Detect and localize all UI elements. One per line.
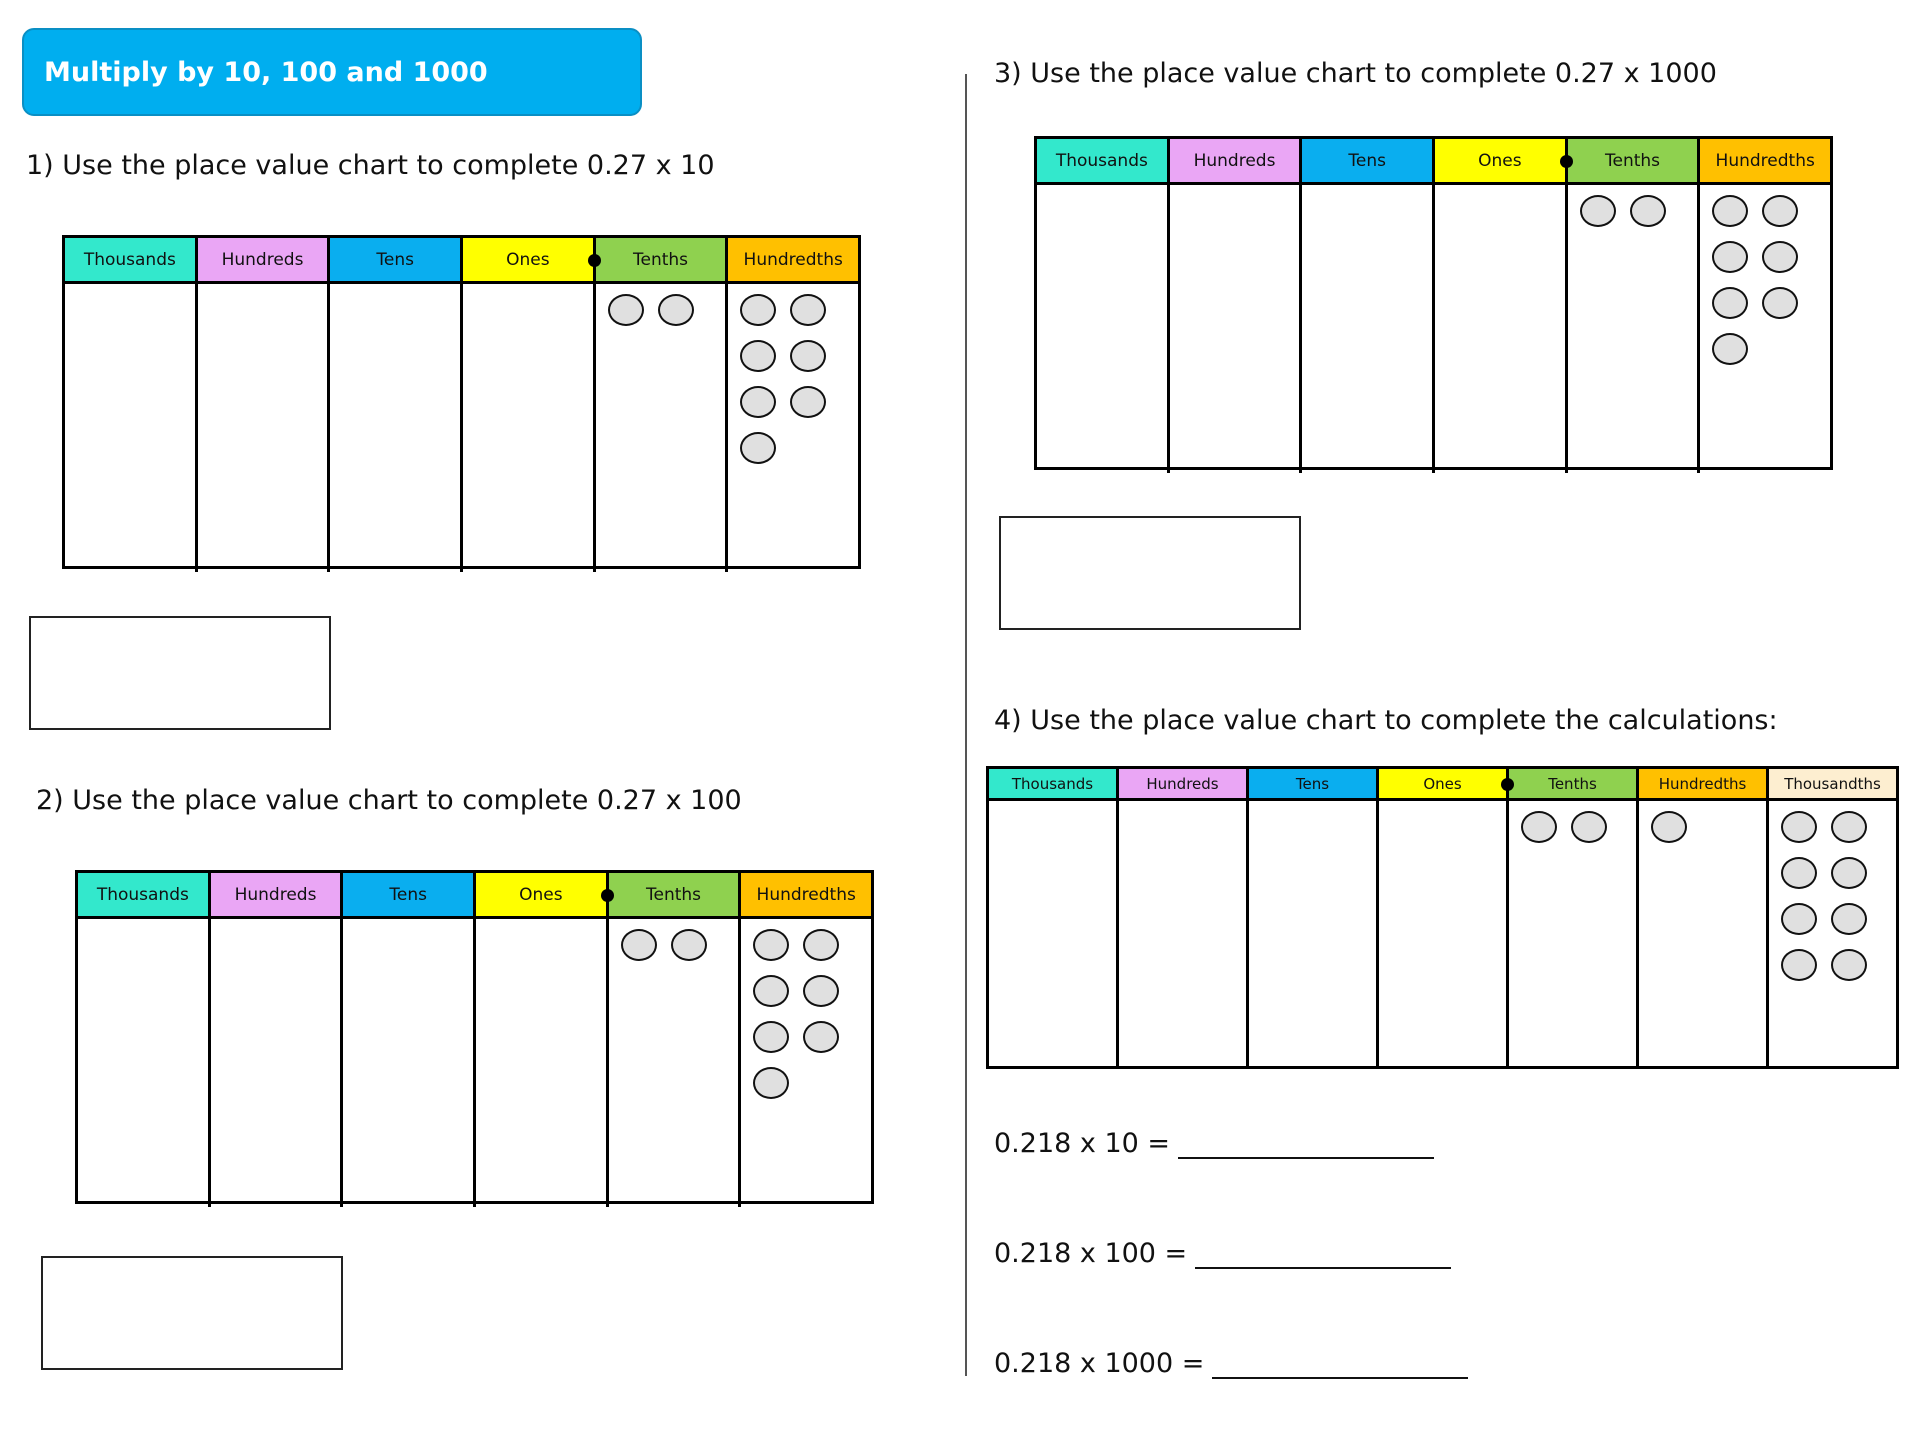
column-thousands	[1037, 185, 1167, 473]
calculation-row	[994, 1128, 1434, 1159]
header-tenths: Tenths	[1565, 139, 1698, 182]
question-4-prompt: 4) Use the place value chart to complete the calculations:	[994, 705, 1778, 736]
column-ones	[1432, 185, 1565, 473]
chart-header-row	[1037, 139, 1830, 185]
place-value-counter	[803, 929, 839, 961]
place-value-counter	[1712, 195, 1748, 227]
place-value-counter	[1630, 195, 1666, 227]
chart-header-row	[65, 238, 858, 284]
place-value-counter	[753, 929, 789, 961]
place-value-counter	[1651, 811, 1687, 843]
header-tens: Tens	[327, 238, 460, 281]
header-hundredths: Hundredths	[1697, 139, 1830, 182]
chart-body	[65, 284, 858, 572]
header-tenths: Tenths	[606, 873, 739, 916]
place-value-counter	[1571, 811, 1607, 843]
column-thousands	[989, 801, 1116, 1069]
header-ones: Ones	[460, 238, 593, 281]
place-value-counter	[1712, 333, 1748, 365]
place-value-chart-3	[1034, 136, 1833, 470]
header-tens: Tens	[1246, 769, 1376, 798]
worksheet-title: Multiply by 10, 100 and 1000	[44, 56, 488, 88]
place-value-counter	[790, 386, 826, 418]
chart-body	[78, 919, 871, 1207]
column-tenths	[593, 284, 726, 572]
place-value-counter	[658, 294, 694, 326]
calculation-3-answer-line[interactable]	[1212, 1355, 1468, 1379]
place-value-counter	[740, 340, 776, 372]
place-value-counter	[1831, 949, 1867, 981]
answer-box-2[interactable]	[41, 1256, 343, 1370]
column-hundreds	[195, 284, 328, 572]
header-ones: Ones	[1432, 139, 1565, 182]
header-hundreds: Hundreds	[195, 238, 328, 281]
place-value-counter	[803, 1021, 839, 1053]
place-value-counter	[1712, 287, 1748, 319]
header-tenths: Tenths	[593, 238, 726, 281]
column-tenths	[606, 919, 739, 1207]
calculation-1-label: 0.218 x 10 =	[994, 1128, 1171, 1159]
place-value-counter	[790, 340, 826, 372]
column-hundreds	[1116, 801, 1246, 1069]
place-value-counter	[1831, 811, 1867, 843]
decimal-point	[588, 254, 601, 267]
place-value-counter	[608, 294, 644, 326]
chart-header-row	[989, 769, 1896, 801]
column-ones	[1376, 801, 1506, 1069]
place-value-counter	[1762, 241, 1798, 273]
place-value-counter	[1831, 857, 1867, 889]
header-hundreds: Hundreds	[208, 873, 341, 916]
place-value-counter	[1781, 811, 1817, 843]
header-thousands: Thousands	[78, 873, 208, 916]
chart-body	[989, 801, 1896, 1069]
place-value-counter	[1521, 811, 1557, 843]
header-thousands: Thousands	[989, 769, 1116, 798]
column-hundredths	[1636, 801, 1766, 1069]
answer-box-3[interactable]	[999, 516, 1301, 630]
column-hundredths	[1697, 185, 1830, 473]
header-thousands: Thousands	[65, 238, 195, 281]
column-divider	[965, 74, 967, 1376]
header-tenths: Tenths	[1506, 769, 1636, 798]
place-value-counter	[1712, 241, 1748, 273]
header-hundreds: Hundreds	[1167, 139, 1300, 182]
chart-body	[1037, 185, 1830, 473]
place-value-counter	[753, 975, 789, 1007]
place-value-counter	[1781, 949, 1817, 981]
column-thousands	[65, 284, 195, 572]
place-value-counter	[1781, 903, 1817, 935]
title-banner	[22, 28, 642, 116]
column-tenths	[1565, 185, 1698, 473]
place-value-counter	[803, 975, 839, 1007]
column-thousands	[78, 919, 208, 1207]
place-value-chart-2	[75, 870, 874, 1204]
column-tenths	[1506, 801, 1636, 1069]
column-hundreds	[208, 919, 341, 1207]
place-value-counter	[740, 386, 776, 418]
place-value-counter	[1831, 903, 1867, 935]
calculation-row	[994, 1238, 1451, 1269]
place-value-counter	[740, 294, 776, 326]
place-value-counter	[790, 294, 826, 326]
column-tens	[327, 284, 460, 572]
place-value-chart-4	[986, 766, 1899, 1069]
calculation-3-label: 0.218 x 1000 =	[994, 1348, 1205, 1379]
chart-header-row	[78, 873, 871, 919]
calculation-2-label: 0.218 x 100 =	[994, 1238, 1188, 1269]
place-value-chart-1	[62, 235, 861, 569]
answer-box-1[interactable]	[29, 616, 331, 730]
column-hundreds	[1167, 185, 1300, 473]
place-value-counter	[753, 1021, 789, 1053]
question-1-prompt: 1) Use the place value chart to complete 0.27 x 10	[26, 150, 715, 181]
place-value-counter	[1580, 195, 1616, 227]
header-hundredths: Hundredths	[1636, 769, 1766, 798]
calculation-1-answer-line[interactable]	[1178, 1135, 1434, 1159]
column-thousandths	[1766, 801, 1896, 1069]
place-value-counter	[621, 929, 657, 961]
header-hundredths: Hundredths	[738, 873, 871, 916]
calculation-row	[994, 1348, 1468, 1379]
column-tens	[1246, 801, 1376, 1069]
place-value-counter	[740, 432, 776, 464]
column-ones	[473, 919, 606, 1207]
header-ones: Ones	[1376, 769, 1506, 798]
question-3-prompt: 3) Use the place value chart to complete 0.27 x 1000	[994, 58, 1717, 89]
column-tens	[1299, 185, 1432, 473]
decimal-point	[1501, 778, 1514, 791]
decimal-point	[1560, 155, 1573, 168]
column-hundredths	[725, 284, 858, 572]
place-value-counter	[1762, 195, 1798, 227]
place-value-counter	[1781, 857, 1817, 889]
column-ones	[460, 284, 593, 572]
calculation-2-answer-line[interactable]	[1195, 1245, 1451, 1269]
header-hundredths: Hundredths	[725, 238, 858, 281]
column-hundredths	[738, 919, 871, 1207]
place-value-counter	[671, 929, 707, 961]
column-tens	[340, 919, 473, 1207]
header-tens: Tens	[340, 873, 473, 916]
header-ones: Ones	[473, 873, 606, 916]
question-2-prompt: 2) Use the place value chart to complete 0.27 x 100	[36, 785, 742, 816]
header-hundreds: Hundreds	[1116, 769, 1246, 798]
header-tens: Tens	[1299, 139, 1432, 182]
place-value-counter	[753, 1067, 789, 1099]
decimal-point	[601, 889, 614, 902]
header-thousands: Thousands	[1037, 139, 1167, 182]
header-thousandths: Thousandths	[1766, 769, 1896, 798]
place-value-counter	[1762, 287, 1798, 319]
